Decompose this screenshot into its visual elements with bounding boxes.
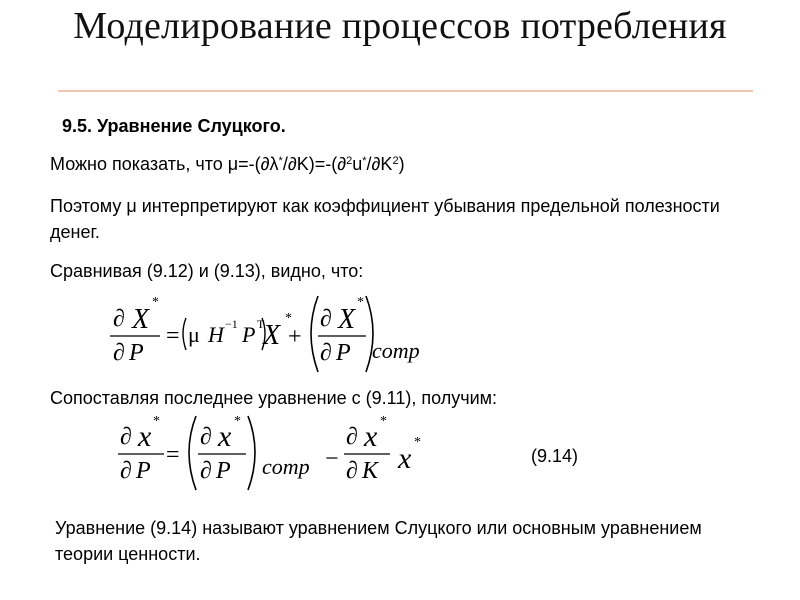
derivation-text: Сопоставляя последнее уравнение с (9.11), получим: bbox=[50, 388, 498, 408]
f1-mu: μ bbox=[188, 322, 200, 347]
section-heading: 9.5. Уравнение Слуцкого. bbox=[62, 116, 286, 136]
f1-t-sup: T bbox=[257, 317, 265, 331]
f2-x-top: x bbox=[138, 420, 152, 453]
f2-partial-bottom: ∂ bbox=[120, 458, 132, 484]
f2-x-top-2: x bbox=[218, 420, 232, 453]
f1-h: H bbox=[208, 322, 224, 347]
f2-star-last: * bbox=[414, 435, 421, 450]
f2-partial-top: ∂ bbox=[120, 424, 132, 450]
f2-p-bottom-2: P bbox=[216, 458, 231, 484]
f2-big-left-paren bbox=[189, 416, 196, 490]
f2-equals: = bbox=[166, 442, 180, 468]
f1-equals: = bbox=[166, 323, 180, 349]
comparison-text: Сравнивая (9.12) и (9.13), видно, что: bbox=[50, 261, 364, 281]
f1-partial-bottom: ∂ bbox=[113, 340, 125, 366]
f2-star-top-3: * bbox=[380, 414, 387, 429]
f2-star-top-2: * bbox=[234, 414, 241, 429]
f1-x-top: X bbox=[132, 304, 150, 335]
slide-title: Моделирование процессов потребления bbox=[73, 5, 727, 47]
f2-star-top: * bbox=[153, 414, 160, 429]
f2-partial-bottom-2: ∂ bbox=[200, 458, 212, 484]
interpretation-text: Поэтому μ интерпретируют как коэффициент убывания предельной полезности денег. bbox=[50, 196, 720, 242]
f1-partial-top-2: ∂ bbox=[320, 306, 332, 332]
f1-x-mid: X bbox=[263, 320, 281, 351]
f2-comp-sub: comp bbox=[262, 454, 310, 479]
f2-x-last: x bbox=[398, 442, 412, 475]
f2-k-bottom: K bbox=[362, 458, 379, 484]
f2-big-right-paren bbox=[248, 416, 255, 490]
conclusion-text: Уравнение (9.14) называют уравнением Слуцкого или основным уравнением теории ценности. bbox=[55, 518, 702, 564]
f2-minus: − bbox=[325, 446, 339, 472]
f1-x-top-2: X bbox=[338, 304, 356, 335]
f1-pt: P bbox=[242, 322, 256, 347]
f1-partial-bottom-2: ∂ bbox=[320, 340, 332, 366]
f2-x-top-3: x bbox=[364, 420, 378, 453]
f1-p-bottom-2: P bbox=[336, 340, 351, 366]
f2-partial-bottom-3: ∂ bbox=[346, 458, 358, 484]
f1-star-top: * bbox=[152, 295, 159, 310]
f2-partial-top-3: ∂ bbox=[346, 424, 358, 450]
f1-plus: + bbox=[288, 324, 302, 350]
equation-number: (9.14) bbox=[531, 446, 579, 466]
f1-comp-sub: comp bbox=[372, 338, 420, 363]
f2-p-bottom: P bbox=[136, 458, 151, 484]
f1-h-sup: −1 bbox=[225, 317, 238, 331]
f1-p-bottom: P bbox=[129, 340, 144, 366]
f1-star-mid: * bbox=[285, 311, 292, 326]
statement-mu: Можно показать, что $\mu=-(\partial\lambda^*/\partial K)=-(\partial^2u^*/\partial K^2)$ bbox=[50, 154, 405, 174]
f2-partial-top-2: ∂ bbox=[200, 424, 212, 450]
f1-star-top-2: * bbox=[357, 295, 364, 310]
f1-partial-top: ∂ bbox=[113, 306, 125, 332]
